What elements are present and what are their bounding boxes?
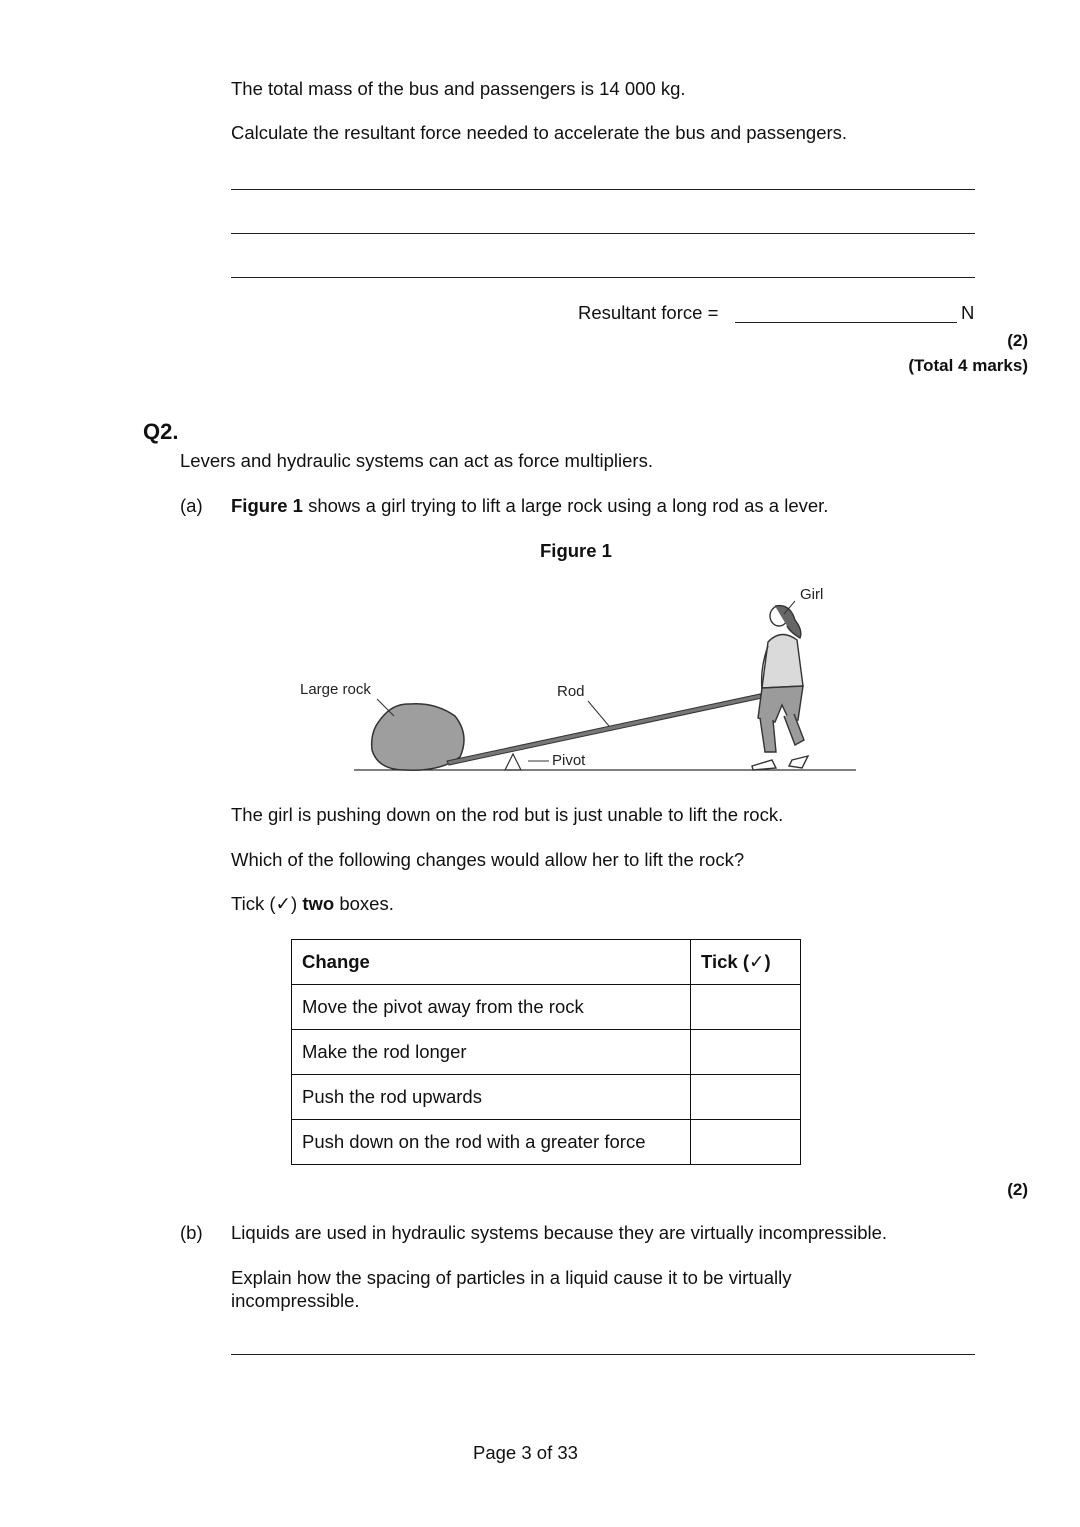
girl-label: Girl xyxy=(800,586,824,603)
rock-label: Large rock xyxy=(300,681,371,698)
instruction-post: boxes. xyxy=(339,893,394,914)
change-option-1: Move the pivot away from the rock xyxy=(292,985,691,1030)
tick-box-3[interactable] xyxy=(691,1075,801,1120)
q2a-question: Which of the following changes would allow her to lift the rock? xyxy=(231,849,745,870)
change-option-2: Make the rod longer xyxy=(292,1030,691,1075)
table-row xyxy=(292,1075,801,1120)
q2b-prompt-line-2: incompressible. xyxy=(231,1290,360,1311)
q1-marks: (2) xyxy=(1007,331,1028,350)
pivot-shape xyxy=(505,754,521,770)
change-option-3: Push the rod upwards xyxy=(292,1075,691,1120)
tick-box-1[interactable] xyxy=(691,985,801,1030)
rod-label: Rod xyxy=(557,683,585,700)
q2-number: Q2. xyxy=(143,419,179,444)
change-option-4: Push down on the rod with a greater force xyxy=(292,1120,691,1165)
table-header-row xyxy=(292,940,801,985)
rod-shape xyxy=(447,694,762,765)
q2b-text: Liquids are used in hydraulic systems because they are virtually incompressible. xyxy=(231,1222,888,1243)
pivot-label: Pivot xyxy=(552,752,586,769)
instruction-two: two xyxy=(302,893,335,914)
page-number: Page 3 of 33 xyxy=(473,1442,578,1463)
q2a-instruction xyxy=(231,893,394,915)
q2b-label: (b) xyxy=(180,1222,203,1243)
q1-unit: N xyxy=(961,302,975,323)
girl-figure xyxy=(752,606,808,770)
q2-intro: Levers and hydraulic systems can act as force multipliers. xyxy=(180,450,653,471)
header-change: Change xyxy=(292,940,691,985)
q2b-prompt-line-1: Explain how the spacing of particles in a liquid cause it to be virtually xyxy=(231,1267,792,1288)
q2a-text-rest: shows a girl trying to lift a large rock using a long rod as a lever. xyxy=(308,495,829,516)
q2a-label: (a) xyxy=(180,495,203,516)
q1-mass-statement: The total mass of the bus and passengers is 14 000 kg. xyxy=(231,78,686,99)
q2b-answer-line-1[interactable] xyxy=(231,1354,975,1355)
table-row xyxy=(292,1120,801,1165)
instruction-pre: Tick (✓) xyxy=(231,893,298,914)
q1-total-marks: (Total 4 marks) xyxy=(908,356,1028,375)
change-table xyxy=(291,939,801,1165)
tick-box-4[interactable] xyxy=(691,1120,801,1165)
q1-calculation-prompt: Calculate the resultant force needed to accelerate the bus and passengers. xyxy=(231,122,848,143)
table-row xyxy=(292,1030,801,1075)
figure-reference: Figure 1 xyxy=(231,495,303,516)
tick-box-2[interactable] xyxy=(691,1030,801,1075)
figure-title: Figure 1 xyxy=(540,540,612,561)
header-tick: Tick (✓) xyxy=(691,940,801,985)
rod-leader-line xyxy=(588,701,609,726)
q2a-marks: (2) xyxy=(1007,1180,1028,1199)
q1-resultant-force-label: Resultant force = xyxy=(578,302,719,323)
q2a-statement: The girl is pushing down on the rod but is just unable to lift the rock. xyxy=(231,804,784,825)
table-row xyxy=(292,985,801,1030)
